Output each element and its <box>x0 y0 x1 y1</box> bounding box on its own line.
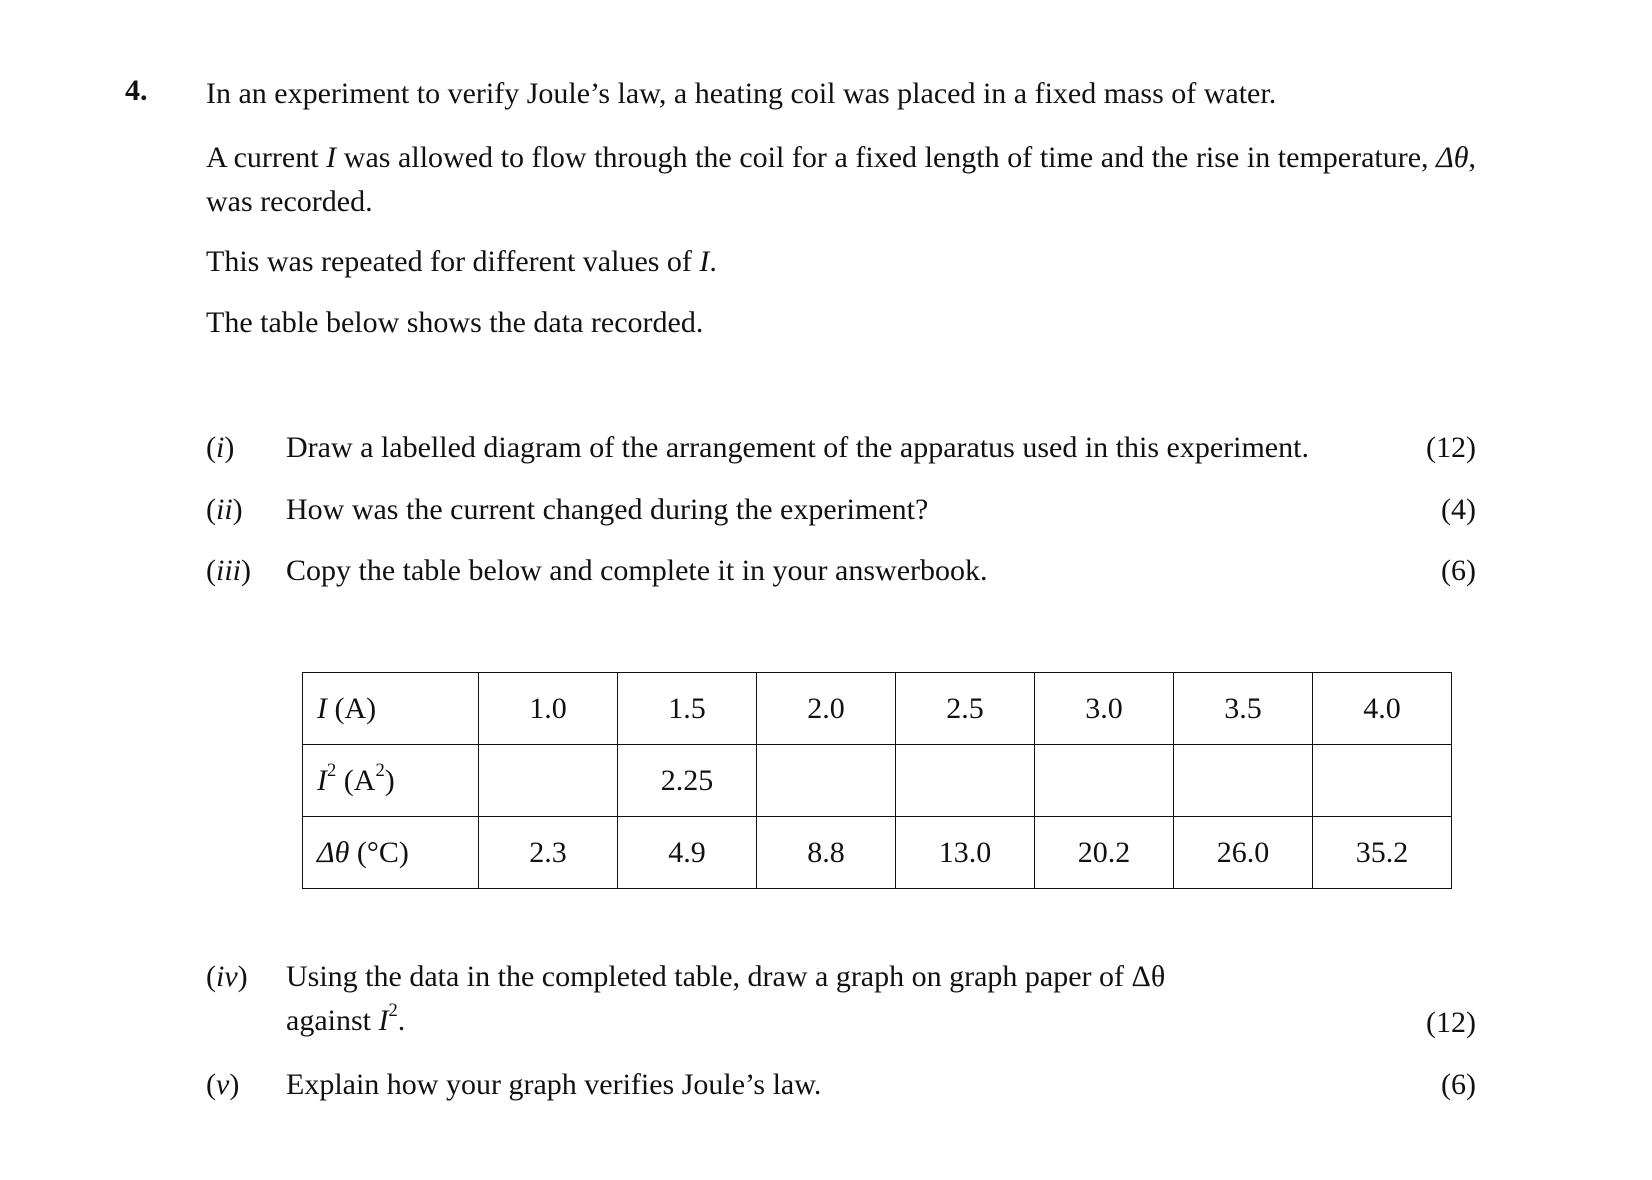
part-v-marks: (6) <box>1441 1068 1476 1101</box>
para2-after: , was recorded. <box>206 141 1476 218</box>
part-ii-text: How was the current changed during the experiment? <box>286 493 929 526</box>
table-cell: 3.5 <box>1174 673 1313 745</box>
table-cell: 8.8 <box>757 817 896 889</box>
table-cell: 2.5 <box>896 673 1035 745</box>
table-row-current-squared <box>303 745 1452 817</box>
row-header-current: I (A) <box>303 673 479 745</box>
table-cell: 4.0 <box>1313 673 1452 745</box>
table-cell: 26.0 <box>1174 817 1313 889</box>
row-header-current-squared: $I^2$ $(A^2)$ <box>303 745 479 817</box>
para3-symbol: I <box>699 245 710 278</box>
part-i-marks: (12) <box>1426 431 1476 464</box>
table-cell: 1.5 <box>618 673 757 745</box>
part-ii-label: (ii) <box>206 493 243 526</box>
part-iii-text: Copy the table below and complete it in your answerbook. <box>286 554 988 587</box>
table-cell <box>479 745 618 817</box>
table-row-current <box>303 673 1452 745</box>
part-iii-label: (iii) <box>206 554 252 587</box>
table-cell <box>896 745 1035 817</box>
part-iv-marks: (12) <box>1426 1006 1476 1039</box>
intro-paragraph-3 <box>206 240 1476 284</box>
table-cell: 20.2 <box>1035 817 1174 889</box>
table-cell <box>757 745 896 817</box>
current-symbol: I <box>326 141 337 174</box>
part-iv-text <box>286 955 1165 1043</box>
table-cell: 35.2 <box>1313 817 1452 889</box>
table-cell <box>1035 745 1174 817</box>
para2-middle: was allowed to flow through the coil for a fixed length of time and the rise in temperature, <box>343 141 1429 174</box>
para3-before: This was repeated for different values of <box>206 245 692 278</box>
part-v-label: (v) <box>206 1068 240 1101</box>
intro-paragraph-1: In an experiment to verify Joule’s law, a heating coil was placed in a fixed mass of water. <box>206 77 1277 110</box>
para3-after: . <box>709 245 717 278</box>
part-iv <box>206 955 1476 1045</box>
table-cell: 2.25 <box>618 745 757 817</box>
part-i-text: Draw a labelled diagram of the arrangement of the apparatus used in this experiment. <box>286 431 1309 464</box>
delta-theta-symbol: Δθ <box>1436 141 1469 174</box>
part-v-text: Explain how your graph verifies Joule’s law. <box>286 1068 822 1101</box>
part-iv-sup: 2 <box>388 1000 398 1022</box>
intro-paragraph-4: The table below shows the data recorded. <box>206 306 704 339</box>
part-iv-line2-after: . <box>397 1004 406 1037</box>
intro-paragraph-2 <box>206 136 1476 224</box>
table-cell: 13.0 <box>896 817 1035 889</box>
part-i-label: (i) <box>206 431 235 464</box>
row-header-temperature-rise: Δθ (°C) <box>303 817 479 889</box>
table-row-temperature-rise <box>303 817 1452 889</box>
para2-before: A current <box>206 141 319 174</box>
part-ii-marks: (4) <box>1441 493 1476 526</box>
data-table <box>302 672 1452 889</box>
table-cell: 4.9 <box>618 817 757 889</box>
part-iv-symbol: I <box>378 1004 389 1037</box>
table-cell <box>1174 745 1313 817</box>
part-iv-line1: Using the data in the completed table, draw a graph on graph paper of Δθ <box>286 960 1166 993</box>
table-cell: 3.0 <box>1035 673 1174 745</box>
table-cell: 2.0 <box>757 673 896 745</box>
part-iv-line2-before: against <box>286 1004 371 1037</box>
part-iv-label: (iv) <box>206 960 248 993</box>
question-number: 4. <box>125 74 148 107</box>
part-iii-marks: (6) <box>1441 554 1476 587</box>
table-cell: 1.0 <box>479 673 618 745</box>
table-cell: 2.3 <box>479 817 618 889</box>
table-cell <box>1313 745 1452 817</box>
